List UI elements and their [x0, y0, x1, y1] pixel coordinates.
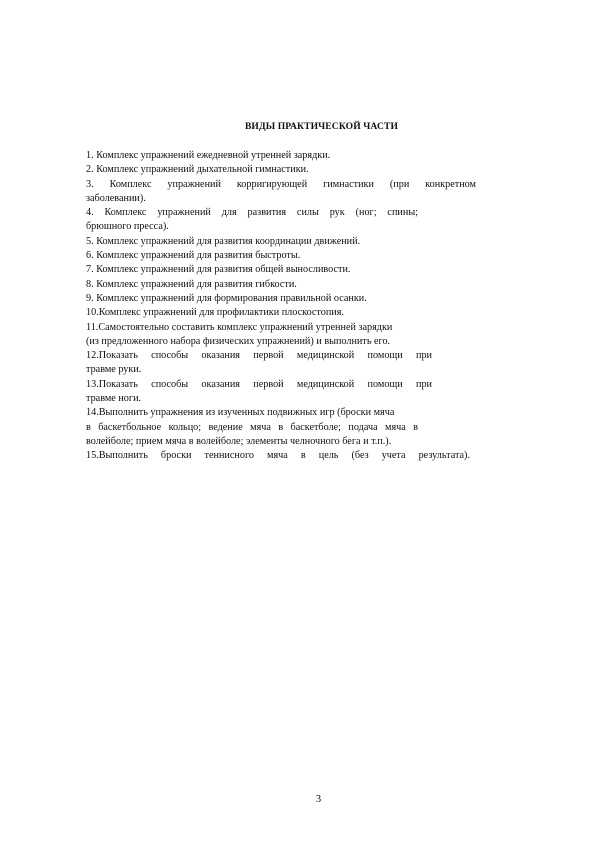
list-line: 8. Комплекс упражнений для развития гибкости.: [86, 278, 297, 290]
list-line: травме руки.: [86, 364, 142, 376]
exercise-list: [86, 149, 476, 464]
list-line: 9. Комплекс упражнений для формирования правильной осанки.: [86, 292, 367, 304]
list-line: волейболе; прием мяча в волейболе; элементы челночного бега и т.п.).: [86, 435, 392, 447]
list-line: 11.Самостоятельно составить комплекс упражнений утренней зарядки: [86, 321, 393, 333]
section-title: ВИДЫ ПРАКТИЧЕСКОЙ ЧАСТИ: [244, 121, 399, 132]
list-line: заболевании).: [86, 192, 146, 204]
list-line: 3. Комплекс упражнений корригирующей гимнастики (при конкретном: [86, 178, 476, 190]
list-line: в баскетбольное кольцо; ведение мяча в баскетболе; подача мяча в: [86, 421, 418, 433]
list-line: 4. Комплекс упражнений для развития силы рук (ног; спины;: [86, 207, 418, 219]
list-line: 10.Комплекс упражнений для профилактики плоскостопия.: [86, 307, 344, 319]
list-line: 13.Показать способы оказания первой медицинской помощи при: [86, 378, 432, 390]
list-line: 6. Комплекс упражнений для развития быстроты.: [86, 250, 301, 262]
list-line: травме ноги.: [86, 393, 142, 405]
page-number: 3: [315, 794, 322, 805]
list-line: 2. Комплекс упражнений дыхательной гимнастики.: [86, 164, 309, 176]
list-line: брюшного пресса).: [86, 221, 169, 233]
list-line: 1. Комплекс упражнений ежедневной утренней зарядки.: [86, 150, 331, 161]
list-line: 12.Показать способы оказания первой медицинской помощи при: [86, 350, 432, 362]
list-line: 14.Выполнить упражнения из изученных подвижных игр (броски мяча: [86, 407, 395, 419]
list-line: 5. Комплекс упражнений для развития координации движений.: [86, 235, 361, 247]
list-line: 7. Комплекс упражнений для развития общей выносливости.: [86, 264, 351, 276]
list-line: 15.Выполнить броски теннисного мяча в цель (без учета результата).: [86, 450, 470, 462]
list-line: (из предложенного набора физических упражнений) и выполнить его.: [86, 335, 391, 347]
